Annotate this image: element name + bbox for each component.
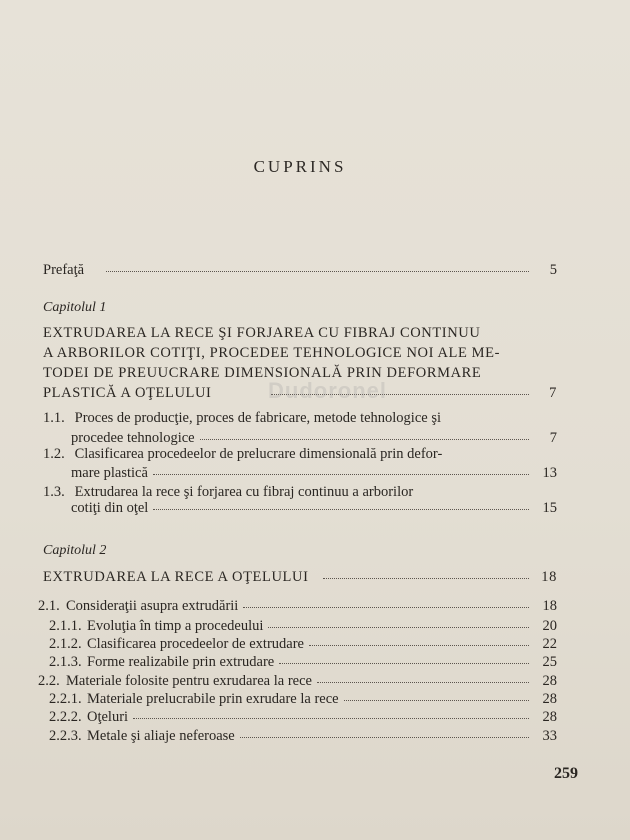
toc-entry (49, 618, 557, 635)
section-title-cont: cotiţi din oţel (71, 500, 149, 516)
section-title: Proces de producţie, proces de fabricare, metode tehnologice şi (74, 410, 442, 426)
section-number: 2.2. (38, 673, 60, 689)
section-title: Metale şi aliaje neferoase (87, 728, 235, 744)
leader-dots (153, 509, 529, 510)
chapter-label: Capitolul 1 (43, 300, 107, 315)
section-number: 2.1.3. (49, 654, 82, 670)
section-number: 2.2.2. (49, 709, 82, 725)
section-title-cont: mare plastică (71, 465, 148, 481)
section-title: Evoluţia în timp a procedeului (87, 618, 264, 634)
page-number: 5 (549, 262, 557, 278)
leader-dots (200, 439, 529, 440)
section-number: 1.2. (43, 446, 65, 462)
toc-entry (49, 691, 557, 708)
page-number: 7 (549, 385, 557, 401)
chapter-heading-line: TODEI DE PREUUCRARE DIMENSIONALĂ PRIN DEFORMARE (43, 365, 482, 381)
section-title-cont: procedee tehnologice (71, 430, 195, 446)
page-number: 7 (549, 430, 557, 446)
page-number: 15 (542, 500, 557, 516)
chapter-heading-line: EXTRUDAREA LA RECE ŞI FORJAREA CU FIBRAJ CONTINUU (43, 325, 481, 341)
section-title: Forme realizabile prin extrudare (87, 654, 275, 670)
section-number: 2.2.1. (49, 691, 82, 707)
section-title: Oţeluri (87, 709, 129, 725)
chapter-label: Capitolul 2 (43, 543, 107, 558)
section-title: Consideraţii asupra extrudării (66, 598, 239, 614)
page-number: 33 (542, 728, 557, 744)
chapter-heading (43, 569, 557, 586)
section-title: Clasificarea procedeelor de extrudare (87, 636, 304, 652)
page-number: 25 (542, 654, 557, 670)
toc-entry-line (43, 484, 413, 501)
leader-dots (323, 578, 530, 579)
watermark: Dudoronel (268, 378, 387, 403)
toc-entry-line (43, 410, 441, 427)
section-title: Materiale prelucrabile prin exrudare la rece (87, 691, 339, 707)
section-number: 2.1.2. (49, 636, 82, 652)
toc-entry-line (71, 500, 557, 517)
toc-entry (38, 598, 557, 615)
section-title: Extrudarea la rece şi forjarea cu fibraj continuu a arborilor (74, 484, 414, 500)
folio-page-number: 259 (554, 765, 578, 782)
toc-entry-preface (43, 262, 557, 279)
leader-dots (240, 737, 529, 738)
section-number: 2.2.3. (49, 728, 82, 744)
page-title: CUPRINS (253, 157, 347, 176)
section-title: Materiale folosite pentru exrudarea la rece (66, 673, 312, 689)
page-number: 18 (542, 598, 557, 614)
section-number: 1.3. (43, 484, 65, 500)
section-number: 2.1.1. (49, 618, 82, 634)
page-number: 28 (542, 709, 557, 725)
leader-dots (153, 474, 529, 475)
toc-entry-line (43, 446, 442, 463)
toc-entry (49, 728, 557, 745)
toc-entry (49, 654, 557, 671)
section-title: Clasificarea procedeelor de prelucrare dimensională prin defor- (74, 446, 443, 462)
leader-dots (106, 271, 529, 272)
toc-entry-line (71, 430, 557, 447)
section-number: 1.1. (43, 410, 65, 426)
leader-dots (344, 700, 529, 701)
preface-label: Prefaţă (43, 262, 85, 278)
chapter-heading-line: A ARBORILOR COTIŢI, PROCEDEE TEHNOLOGICE NOI ALE ME- (43, 345, 501, 361)
toc-entry (49, 709, 557, 726)
leader-dots (268, 627, 529, 628)
chapter-heading-text: EXTRUDAREA LA RECE A OŢELULUI (43, 569, 309, 585)
chapter-heading-line: PLASTICĂ A OŢELULUI (43, 385, 212, 401)
leader-dots (317, 682, 529, 683)
toc-entry-line (71, 465, 557, 482)
page-number: 28 (542, 673, 557, 689)
page-number: 20 (542, 618, 557, 634)
section-number: 2.1. (38, 598, 60, 614)
page-number: 22 (542, 636, 557, 652)
leader-dots (309, 645, 529, 646)
toc-entry (49, 636, 557, 653)
leader-dots (243, 607, 529, 608)
page-number: 28 (542, 691, 557, 707)
leader-dots (133, 718, 529, 719)
toc-entry (38, 673, 557, 690)
page-number: 13 (542, 465, 557, 481)
leader-dots (279, 663, 529, 664)
page-number: 18 (541, 569, 557, 585)
